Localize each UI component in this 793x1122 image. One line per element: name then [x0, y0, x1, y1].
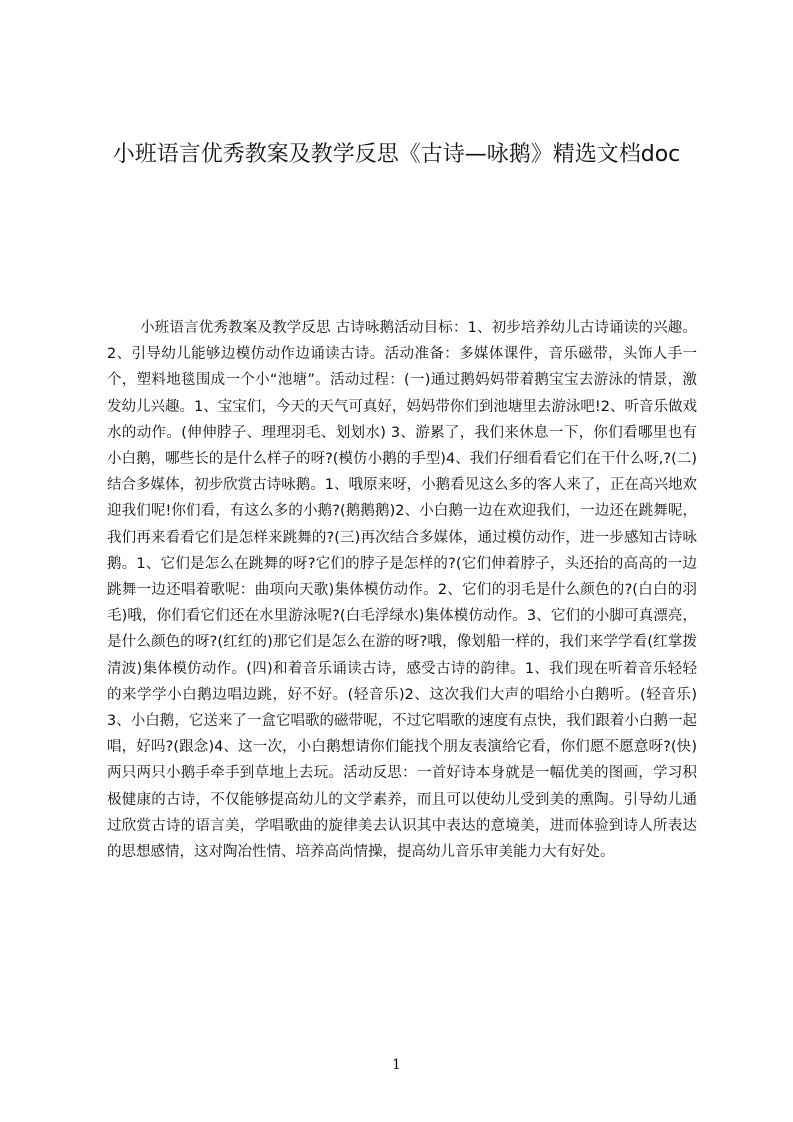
document-title: 小班语言优秀教案及教学反思《古诗—咏鹅》精选文档doc	[112, 142, 681, 167]
document-body-text: 小班语言优秀教案及教学反思 古诗咏鹅活动目标：1、初步培养幼儿古诗诵读的兴趣。2、引导幼儿能够边模仿动作边诵读古诗。活动准备：多媒体课件，音乐磁带，头饰人手一个，塑料地毯围成一个小“池塘”。活动过程：(一)通过鹅妈妈带着鹅宝宝去游泳的情景，激发幼儿兴趣。1、宝宝们，今天的天气可真好，妈妈带你们到池塘里去游泳吧!2、听音乐做戏水的动作。(伸伸脖子、理理羽毛、划划水) 3、游累了，我们来休息一下，你们看哪里也有小白鹅，哪些长的是什么样子的呀?(模仿小鹅的手型)4、我们仔细看看它们在干什么呀,?(二)结合多媒体，初步欣赏古诗咏鹅。1、哦原来呀，小鹅看见这么多的客人来了，正在高兴地欢迎我们呢!你们看，有这么多的小鹅?(鹅鹅鹅)2、小白鹅一边在欢迎我们，一边还在跳舞呢，我们再来看看它们是怎样来跳舞的?(三)再次结合多媒体，通过模仿动作，进一步感知古诗咏鹅。1、它们是怎么在跳舞的呀?它们的脖子是怎样的?(它们伸着脖子，头还抬的高高的一边跳舞一边还唱着歌呢：曲项向天歌)集体模仿动作。2、它们的羽毛是什么颜色的?(白白的羽毛)哦，你们看它们还在水里游泳呢?(白毛浮绿水)集体模仿动作。3、它们的小脚可真漂亮，是什么颜色的呀?(红红的)那它们是怎么在游的呀?哦，像划船一样的，我们来学学看(红掌拨清波)集体模仿动作。(四)和着音乐诵读古诗，感受古诗的韵律。1、我们现在听着音乐轻轻的来学学小白鹅边唱边跳，好不好。(轻音乐)2、这次我们大声的唱给小白鹅听。(轻音乐)3、小白鹅，它送来了一盒它唱歌的磁带呢，不过它唱歌的速度有点快，我们跟着小白鹅一起唱，好吗?(跟念)4、这一次，小白鹅想请你们能找个朋友表演给它看，你们愿不愿意呀?(快)两只两只小鹅手牵手到草地上去玩。活动反思：一首好诗本身就是一幅优美的图画，学习积极健康的古诗，不仅能够提高幼儿的文学素养，而且可以使幼儿受到美的熏陶。引导幼儿通过欣赏古诗的语言美，学唱歌曲的旋律美去认识其中表达的意境美，进而体验到诗人所表达的思想感情，这对陶冶性情、培养高尚情操，提高幼儿音乐审美能力大有好处。	[107, 320, 697, 861]
page-number: 1	[392, 1057, 401, 1073]
